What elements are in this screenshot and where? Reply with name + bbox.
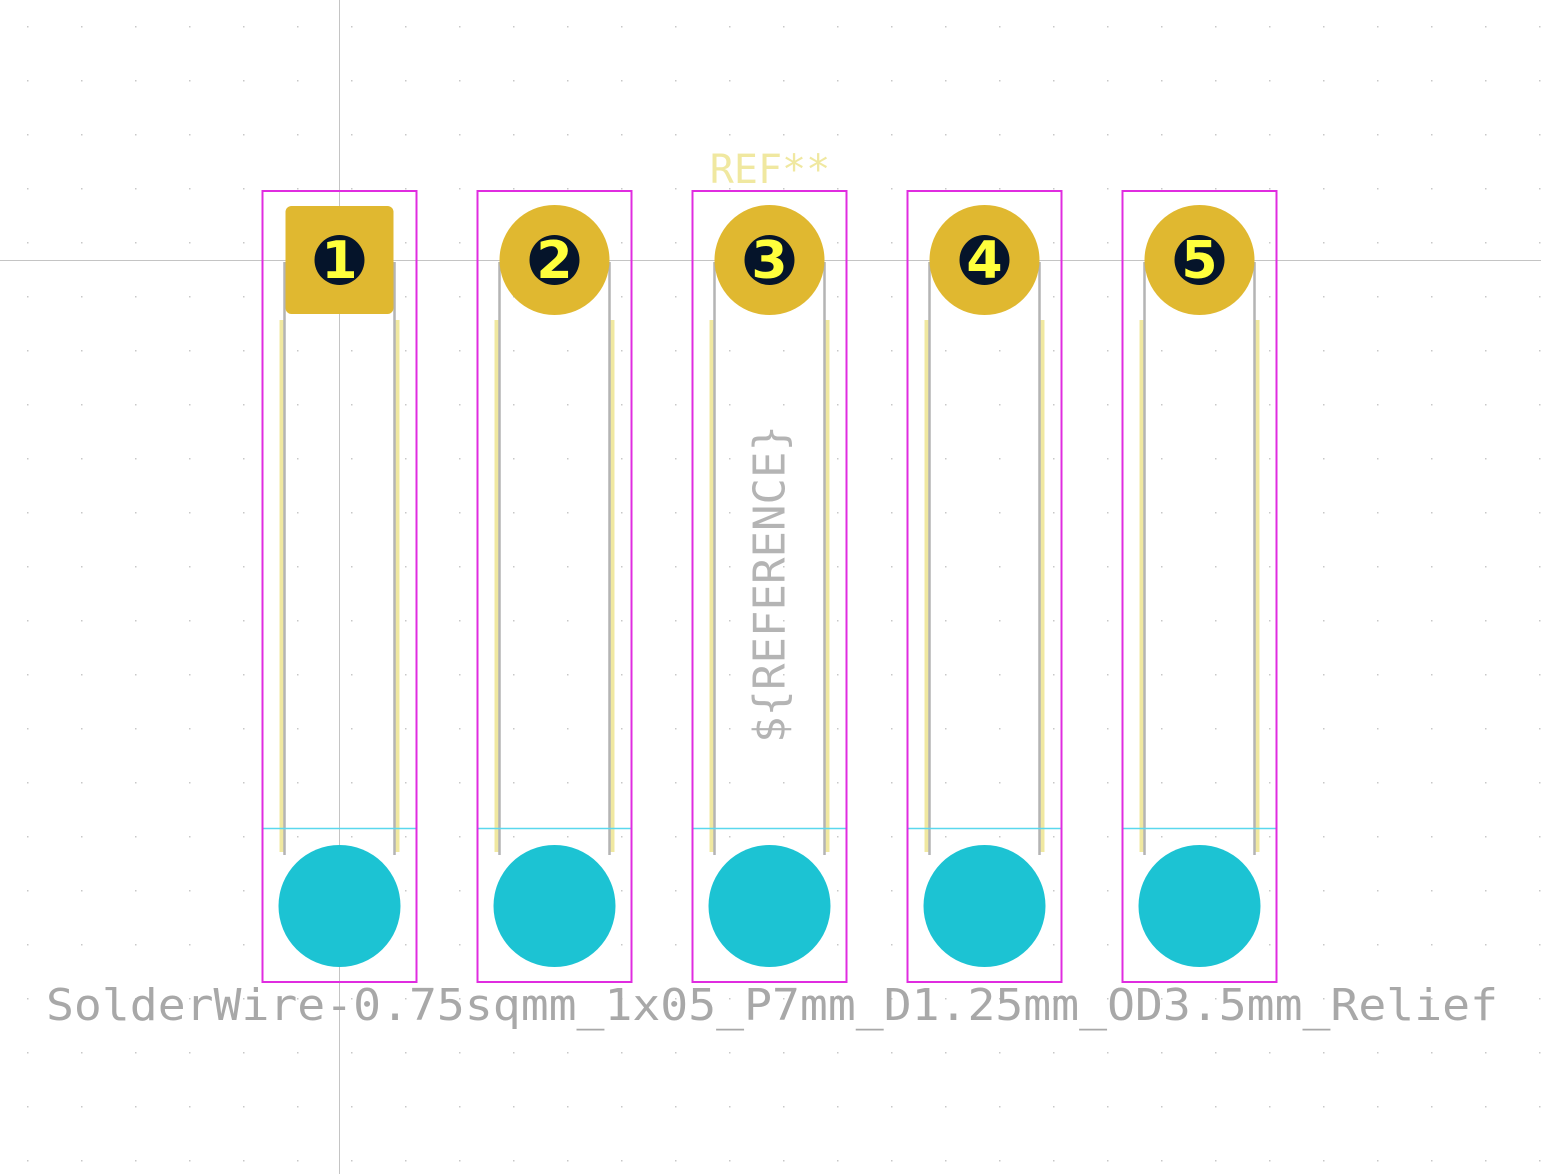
reference-placeholder: ${REFERENCE} bbox=[744, 425, 796, 743]
relief-hole bbox=[1139, 845, 1261, 967]
pad-number: 1 bbox=[321, 231, 358, 291]
relief-hole bbox=[279, 845, 401, 967]
relief-hole bbox=[924, 845, 1046, 967]
relief-hole bbox=[494, 845, 616, 967]
relief-hole bbox=[709, 845, 831, 967]
pad-number: 4 bbox=[966, 231, 1003, 291]
footprint-value-label: SolderWire-0.75sqmm_1x05_P7mm_D1.25mm_OD3.5mm_Relief bbox=[46, 980, 1498, 1031]
pad-number: 5 bbox=[1181, 231, 1218, 291]
pad-number: 3 bbox=[751, 231, 788, 291]
pad-number: 2 bbox=[536, 231, 573, 291]
reference-designator: REF** bbox=[709, 147, 831, 193]
